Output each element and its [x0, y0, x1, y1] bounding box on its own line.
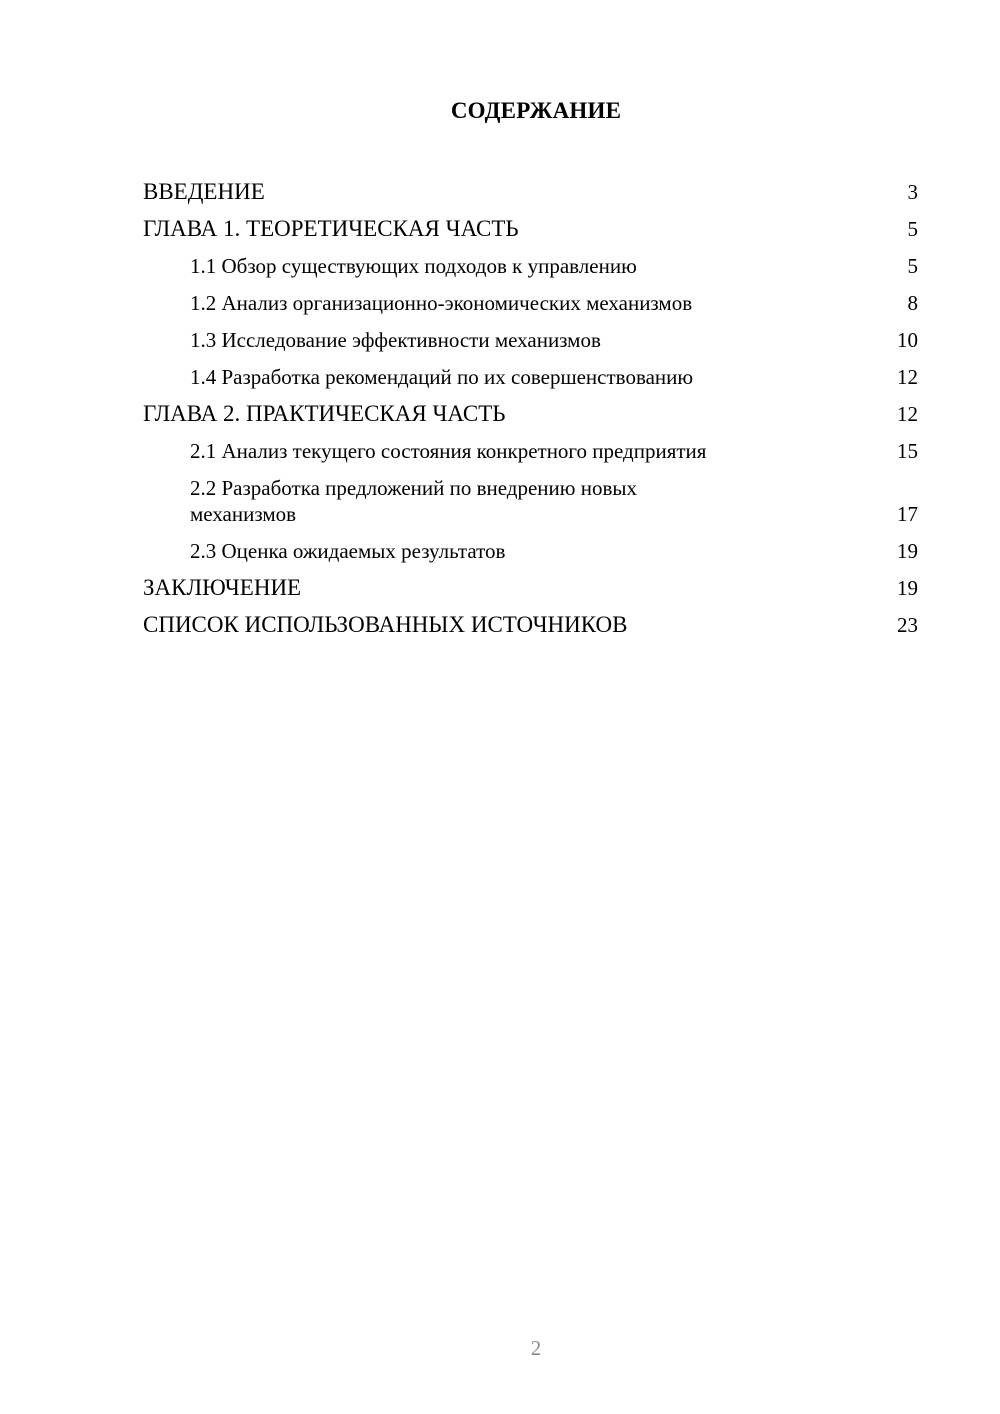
toc-entry-section-1-2[interactable] — [143, 281, 918, 318]
toc-entry-section-1-4[interactable] — [143, 355, 918, 392]
toc-entry-page-number: 12 — [897, 365, 918, 389]
page-title: СОДЕРЖАНИЕ — [450, 98, 622, 123]
toc-entry-page-number: 15 — [897, 439, 918, 463]
toc-entry-text: 1.1 Обзор существующих подходов к управлению — [190, 254, 637, 278]
toc-entry-text: ЗАКЛЮЧЕНИЕ — [143, 575, 302, 600]
toc-entry-section-2-2[interactable] — [143, 466, 918, 529]
toc-entry-page-number: 5 — [907, 217, 918, 241]
toc-entry-text: 2.1 Анализ текущего состояния конкретного предприятия — [190, 439, 707, 463]
toc-entry-references[interactable] — [143, 603, 918, 640]
toc-entry-section-2-3[interactable] — [143, 529, 918, 566]
toc-entry-page-number: 8 — [907, 291, 918, 315]
toc-entry-text: 1.4 Разработка рекомендаций по их совершенствованию — [190, 365, 694, 389]
toc-entry-introduction[interactable] — [143, 170, 918, 207]
toc-entry-text: 1.2 Анализ организационно-экономических механизмов — [190, 291, 693, 315]
toc-entry-section-1-1[interactable] — [143, 244, 918, 281]
toc-entry-text: ВВЕДЕНИЕ — [143, 179, 265, 204]
toc-entry-chapter-2[interactable] — [143, 392, 918, 429]
toc-entry-text: ГЛАВА 2. ПРАКТИЧЕСКАЯ ЧАСТЬ — [143, 401, 506, 426]
toc-entry-text: СПИСОК ИСПОЛЬЗОВАННЫХ ИСТОЧНИКОВ — [143, 612, 628, 637]
toc-entry-page-number: 3 — [907, 180, 918, 204]
toc-entry-page-number: 5 — [907, 254, 918, 278]
toc-entry-page-number: 17 — [897, 502, 918, 526]
toc-entry-text: ГЛАВА 1. ТЕОРЕТИЧЕСКАЯ ЧАСТЬ — [143, 216, 519, 241]
toc-entry-section-1-3[interactable] — [143, 318, 918, 355]
toc-entry-section-2-1[interactable] — [143, 429, 918, 466]
toc-entry-text: 1.3 Исследование эффективности механизмов — [190, 328, 601, 352]
table-of-contents — [143, 170, 918, 640]
toc-entry-page-number: 19 — [897, 539, 918, 563]
toc-entry-page-number: 23 — [897, 613, 918, 637]
page-number: 2 — [530, 1336, 542, 1360]
toc-entry-page-number: 19 — [897, 576, 918, 600]
toc-entry-text: 2.3 Оценка ожидаемых результатов — [190, 539, 506, 563]
toc-entry-chapter-1[interactable] — [143, 207, 918, 244]
toc-entry-page-number: 10 — [897, 328, 918, 352]
toc-entry-page-number: 12 — [897, 402, 918, 426]
toc-entry-text: 2.2 Разработка предложений по внедрению новых механизмов — [190, 476, 637, 526]
toc-entry-conclusion[interactable] — [143, 566, 918, 603]
